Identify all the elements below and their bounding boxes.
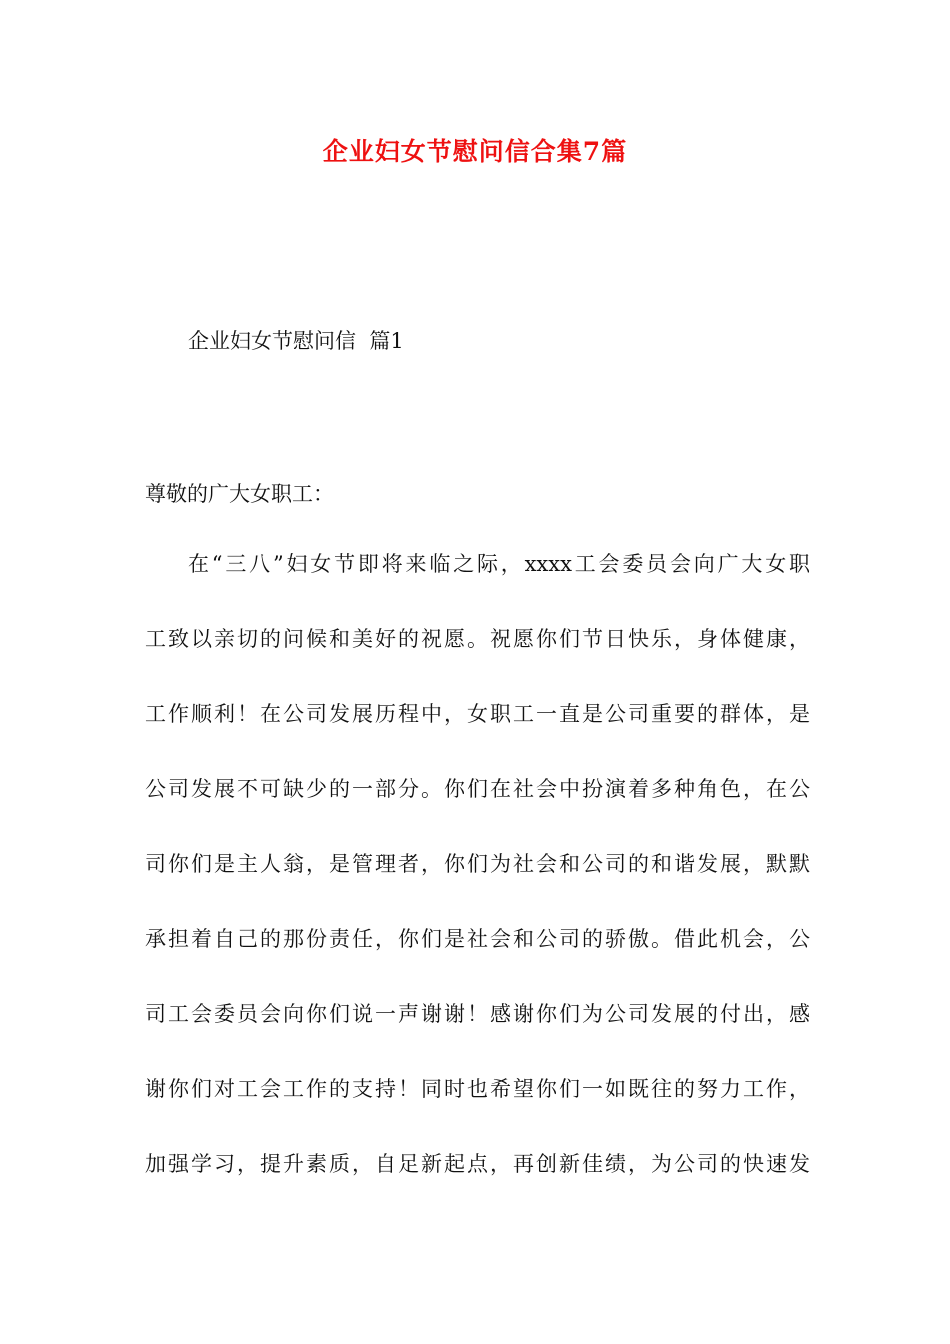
section-heading: 企业妇女节慰问信 篇1 — [188, 329, 404, 353]
body-line: 司你们是主人翁，是管理者，你们为社会和公司的和谐发展，默默 — [145, 852, 810, 876]
document-title: 企业妇女节慰问信合集7篇 — [322, 137, 628, 166]
letter-body — [145, 548, 810, 1223]
body-line: 工致以亲切的问候和美好的祝愿。祝愿你们节日快乐，身体健康， — [145, 627, 810, 651]
body-line: 工作顺利！在公司发展历程中，女职工一直是公司重要的群体，是 — [145, 702, 810, 726]
body-line: 谢你们对工会工作的支持！同时也希望你们一如既往的努力工作， — [145, 1077, 810, 1101]
body-line: 公司发展不可缺少的一部分。你们在社会中扮演着多种角色，在公 — [145, 777, 810, 801]
body-line: 承担着自己的那份责任，你们是社会和公司的骄傲。借此机会，公 — [145, 927, 810, 951]
body-line: 在“三八”妇女节即将来临之际，xxxx工会委员会向广大女职 — [188, 552, 810, 576]
body-line: 加强学习，提升素质，自足新起点，再创新佳绩，为公司的快速发 — [145, 1152, 810, 1176]
salutation: 尊敬的广大女职工： — [145, 482, 334, 506]
body-line: 司工会委员会向你们说一声谢谢！感谢你们为公司发展的付出，感 — [145, 1002, 810, 1026]
